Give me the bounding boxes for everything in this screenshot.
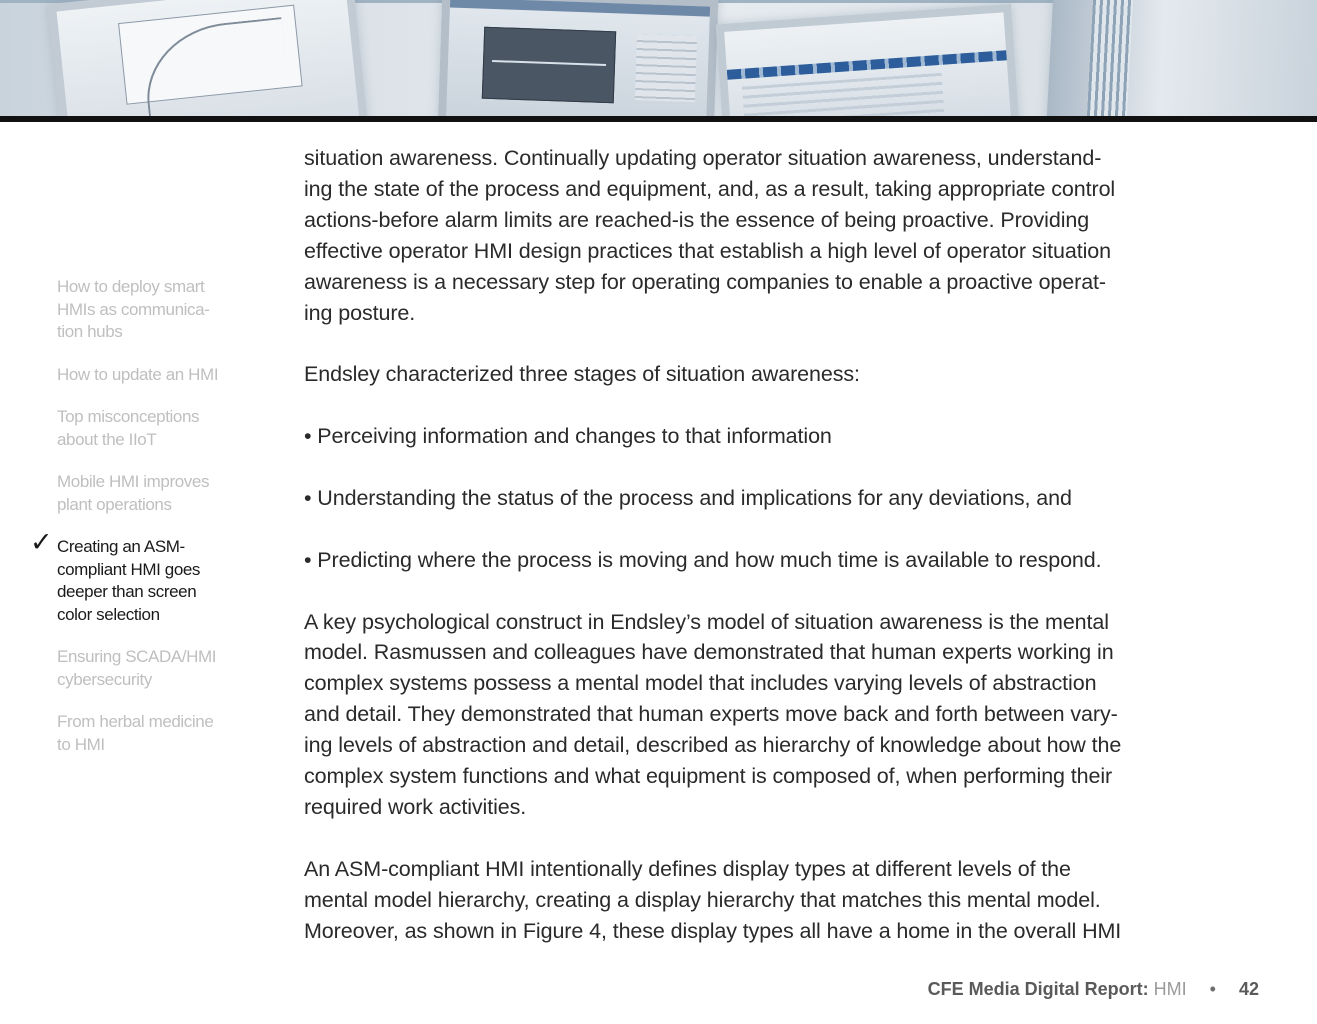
page-footer xyxy=(928,979,1259,1000)
sidebar-item-label-line: HMIs as communica- xyxy=(57,299,210,319)
banner-curve xyxy=(140,17,294,116)
sidebar-item-label-line: to HMI xyxy=(57,734,105,754)
header-banner-image xyxy=(0,0,1317,116)
banner-screen-toolbar xyxy=(716,4,1021,116)
footer-brand: CFE Media Digital Report: xyxy=(927,979,1149,999)
text-line: and detail. They demonstrated that human experts move back and forth between vary- xyxy=(304,702,1118,727)
footer-separator: • xyxy=(1209,979,1216,999)
sidebar-item-label-line: color selection xyxy=(57,604,160,624)
article-paragraph xyxy=(304,607,1264,823)
text-line: • Predicting where the process is moving and how much time is available to respond. xyxy=(304,547,1102,572)
sidebar-item-label-line: cybersecurity xyxy=(57,669,152,689)
sidebar-nav xyxy=(30,276,247,756)
text-line: ing posture. xyxy=(304,300,416,325)
text-line: • Understanding the status of the process and implications for any deviations, and xyxy=(304,485,1072,510)
sidebar-item-label-line: Top misconceptions xyxy=(57,407,200,426)
sidebar-item-label-line: about the IIoT xyxy=(57,429,157,449)
text-line: model. Rasmussen and colleagues have demonstrated that human experts working in xyxy=(304,640,1114,665)
text-line: • Perceiving information and changes to that information xyxy=(304,424,832,449)
banner-side-list xyxy=(635,34,697,102)
sidebar-item-label-line: How to update an HMI xyxy=(57,364,219,384)
article-body xyxy=(304,143,1264,977)
check-mark-icon: ✓ xyxy=(30,527,53,558)
sidebar-item-label-line: deeper than screen xyxy=(57,582,197,601)
article-paragraph xyxy=(304,143,1264,328)
banner-plot xyxy=(118,5,303,105)
banner-trend-panel xyxy=(482,27,616,104)
article-paragraph xyxy=(304,545,1264,576)
sidebar-item-4[interactable] xyxy=(57,471,237,516)
sidebar-item-label-line: Ensuring SCADA/HMI xyxy=(57,647,217,666)
sidebar-item-3[interactable] xyxy=(57,406,237,451)
sidebar-item-7[interactable] xyxy=(57,711,237,756)
text-line: actions-before alarm limits are reached-is the essence of being proactive. Providing xyxy=(304,207,1090,232)
text-line: Moreover, as shown in Figure 4, these display types all have a home in the overall HMI xyxy=(304,918,1122,943)
sidebar-item-2[interactable] xyxy=(57,364,237,387)
text-line: required work activities. xyxy=(304,794,527,819)
article-paragraph xyxy=(304,359,1264,390)
text-line: An ASM-compliant HMI intentionally defines display types at different levels of the xyxy=(304,856,1071,881)
text-line: effective operator HMI design practices that establish a high level of operator situation xyxy=(304,238,1111,263)
article-paragraph xyxy=(304,483,1264,514)
sidebar-item-label-line: How to deploy smart xyxy=(57,277,205,296)
text-line: ing the state of the process and equipment, and, as a result, taking appropriate control xyxy=(304,176,1116,201)
banner-titlebar xyxy=(450,0,710,17)
sidebar-item-label-line: Creating an ASM- xyxy=(57,537,185,556)
text-line: mental model hierarchy, creating a display hierarchy that matches this mental model. xyxy=(304,887,1101,912)
sidebar-item-label-line: Mobile HMI improves xyxy=(57,472,210,491)
banner-rows xyxy=(742,73,944,116)
sidebar-item-label-line: tion hubs xyxy=(57,322,123,341)
text-line: awareness is a necessary step for operating companies to enable a proactive operat- xyxy=(304,269,1106,294)
sidebar-item-label-line: From herbal medicine xyxy=(57,712,214,731)
sidebar-item-6[interactable] xyxy=(57,646,237,691)
sidebar-item-label-line: compliant HMI goes xyxy=(57,559,201,579)
footer-section[interactable]: HMI xyxy=(1153,979,1187,999)
text-line: ing levels of abstraction and detail, described as hierarchy of knowledge about how the xyxy=(304,733,1122,758)
banner-stripe xyxy=(1086,0,1133,116)
banner-screen-edge xyxy=(1047,0,1317,116)
page-number: 42 xyxy=(1238,979,1259,999)
text-line: A key psychological construct in Endsley’s model of situation awareness is the mental xyxy=(304,609,1109,634)
text-line: situation awareness. Continually updating operator situation awareness, understand- xyxy=(304,146,1102,170)
article-paragraph xyxy=(304,421,1264,452)
header-rule xyxy=(0,116,1317,122)
text-line: complex systems possess a mental model that includes varying levels of abstraction xyxy=(304,671,1097,696)
banner-screen-graph xyxy=(48,0,369,116)
text-line: complex system functions and what equipment is composed of, when performing their xyxy=(304,764,1113,789)
banner-toolbar xyxy=(727,50,1007,80)
sidebar-item-label-line: plant operations xyxy=(57,494,172,514)
sidebar-item-5[interactable] xyxy=(30,527,237,626)
banner-screen-trend xyxy=(438,0,719,116)
text-line: Endsley characterized three stages of situation awareness: xyxy=(304,362,860,387)
article-paragraph xyxy=(304,854,1264,947)
sidebar-item-1[interactable] xyxy=(57,276,237,344)
